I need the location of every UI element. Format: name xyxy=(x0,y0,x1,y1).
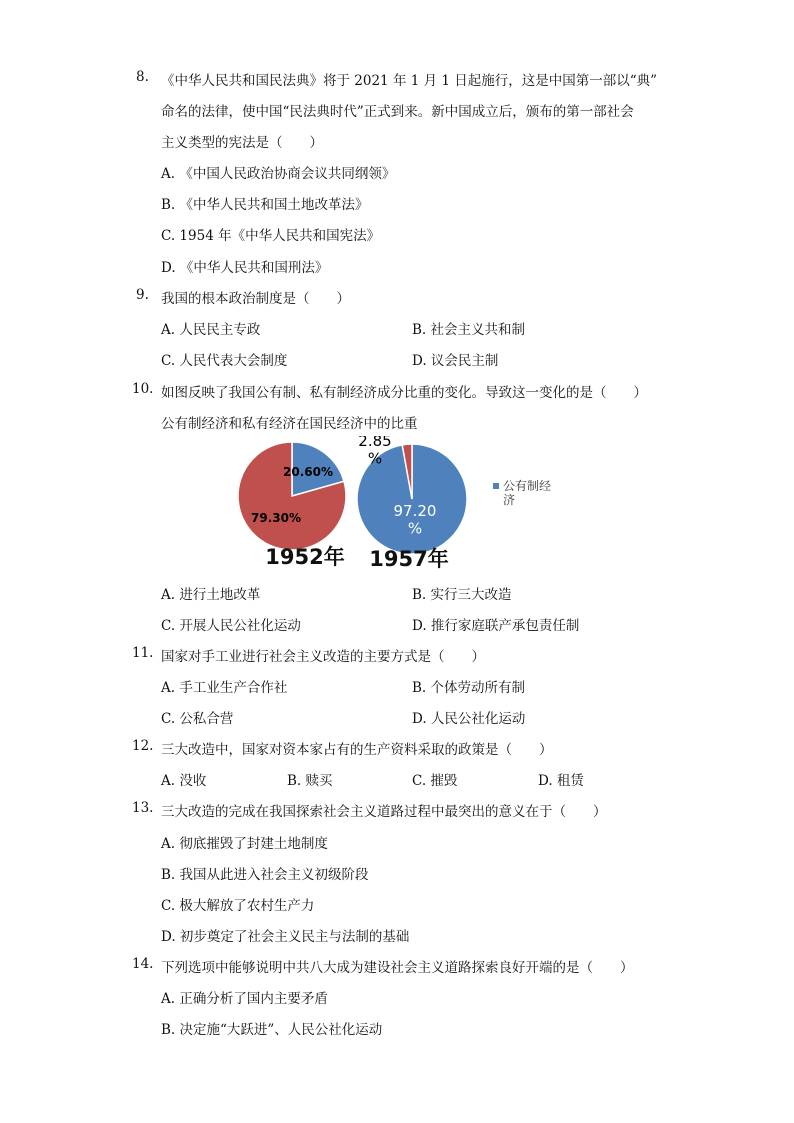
question-text: 三大改造中，国家对资本家占有的生产资料采取的政策是（ ） xyxy=(161,742,553,758)
slice-data-label: 2.85 % xyxy=(358,436,392,468)
option-c[interactable]: C. 极大解放了农村生产力 xyxy=(161,898,315,914)
option-d[interactable]: D. 初步奠定了社会主义民主与法制的基础 xyxy=(161,929,410,945)
option-a[interactable]: A. 人民民主专政 xyxy=(161,322,261,338)
question-number: 8. xyxy=(136,69,149,85)
question-text: 命名的法律，使中国“民法典时代”正式到来。新中国成立后，颁布的第一部社会 xyxy=(161,104,634,120)
option-d[interactable]: D. 议会民主制 xyxy=(412,353,499,369)
question-number: 12. xyxy=(132,738,154,754)
year-label: 1952年 xyxy=(265,545,345,569)
option-a[interactable]: A. 彻底摧毁了封建土地制度 xyxy=(161,836,328,852)
slice-data-label: 97.20 % xyxy=(393,502,437,538)
question-number: 10. xyxy=(132,381,154,397)
pie-chart-figure xyxy=(230,436,590,576)
option-b[interactable]: B. 社会主义共和制 xyxy=(412,322,526,338)
question-text: 如图反映了我国公有制、私有制经济成分比重的变化。导致这一变化的是（ ） xyxy=(161,385,647,401)
option-a[interactable]: A. 《中国人民政治协商会议共同纲领》 xyxy=(161,166,396,182)
option-b[interactable]: B. 决定施“大跃进”、人民公社化运动 xyxy=(161,1022,383,1038)
question-number: 14. xyxy=(132,956,154,972)
legend-label: 公有制经济 xyxy=(503,479,552,507)
option-b[interactable]: B. 我国从此进入社会主义初级阶段 xyxy=(161,867,369,883)
slice-data-label: 79.30% xyxy=(251,511,301,525)
question-text: 我国的根本政治制度是（ ） xyxy=(161,291,350,307)
option-b[interactable]: B. 实行三大改造 xyxy=(412,587,512,603)
option-d[interactable]: D. 租赁 xyxy=(538,773,584,789)
option-c[interactable]: C. 开展人民公社化运动 xyxy=(161,618,301,634)
pie-chart-svg xyxy=(230,436,590,576)
option-d[interactable]: D. 《中华人民共和国刑法》 xyxy=(161,260,329,276)
option-a[interactable]: A. 正确分析了国内主要矛盾 xyxy=(161,991,328,1007)
chart-caption: 公有制经济和私有经济在国民经济中的比重 xyxy=(161,416,418,432)
option-c[interactable]: C. 人民代表大会制度 xyxy=(161,353,288,369)
legend-swatch xyxy=(493,483,499,489)
question-text: 下列选项中能够说明中共八大成为建设社会主义道路探索良好开端的是（ ） xyxy=(161,960,634,976)
slice-data-label: 20.60% xyxy=(283,465,333,479)
option-a[interactable]: A. 手工业生产合作社 xyxy=(161,680,288,696)
question-text: 国家对手工业进行社会主义改造的主要方式是（ ） xyxy=(161,649,485,665)
question-number: 13. xyxy=(132,800,154,816)
option-b[interactable]: B. 个体劳动所有制 xyxy=(412,680,526,696)
question-text: 主义类型的宪法是（ ） xyxy=(161,135,323,151)
question-number: 9. xyxy=(136,287,149,303)
option-d[interactable]: D. 推行家庭联产承包责任制 xyxy=(412,618,580,634)
option-a[interactable]: A. 进行土地改革 xyxy=(161,587,261,603)
option-b[interactable]: B. 赎买 xyxy=(287,773,333,789)
option-a[interactable]: A. 没收 xyxy=(161,773,207,789)
question-text: 《中华人民共和国民法典》将于 2021 年 1 月 1 日起施行，这是中国第一部以“典” xyxy=(161,73,658,89)
option-c[interactable]: C. 1954 年《中华人民共和国宪法》 xyxy=(161,228,381,244)
year-label: 1957年 xyxy=(369,547,449,571)
option-c[interactable]: C. 摧毁 xyxy=(412,773,458,789)
question-number: 11. xyxy=(132,645,154,661)
option-d[interactable]: D. 人民公社化运动 xyxy=(412,711,526,727)
option-c[interactable]: C. 公私合营 xyxy=(161,711,234,727)
question-text: 三大改造的完成在我国探索社会主义道路过程中最突出的意义在于（ ） xyxy=(161,804,607,820)
option-b[interactable]: B. 《中华人民共和国土地改革法》 xyxy=(161,197,369,213)
